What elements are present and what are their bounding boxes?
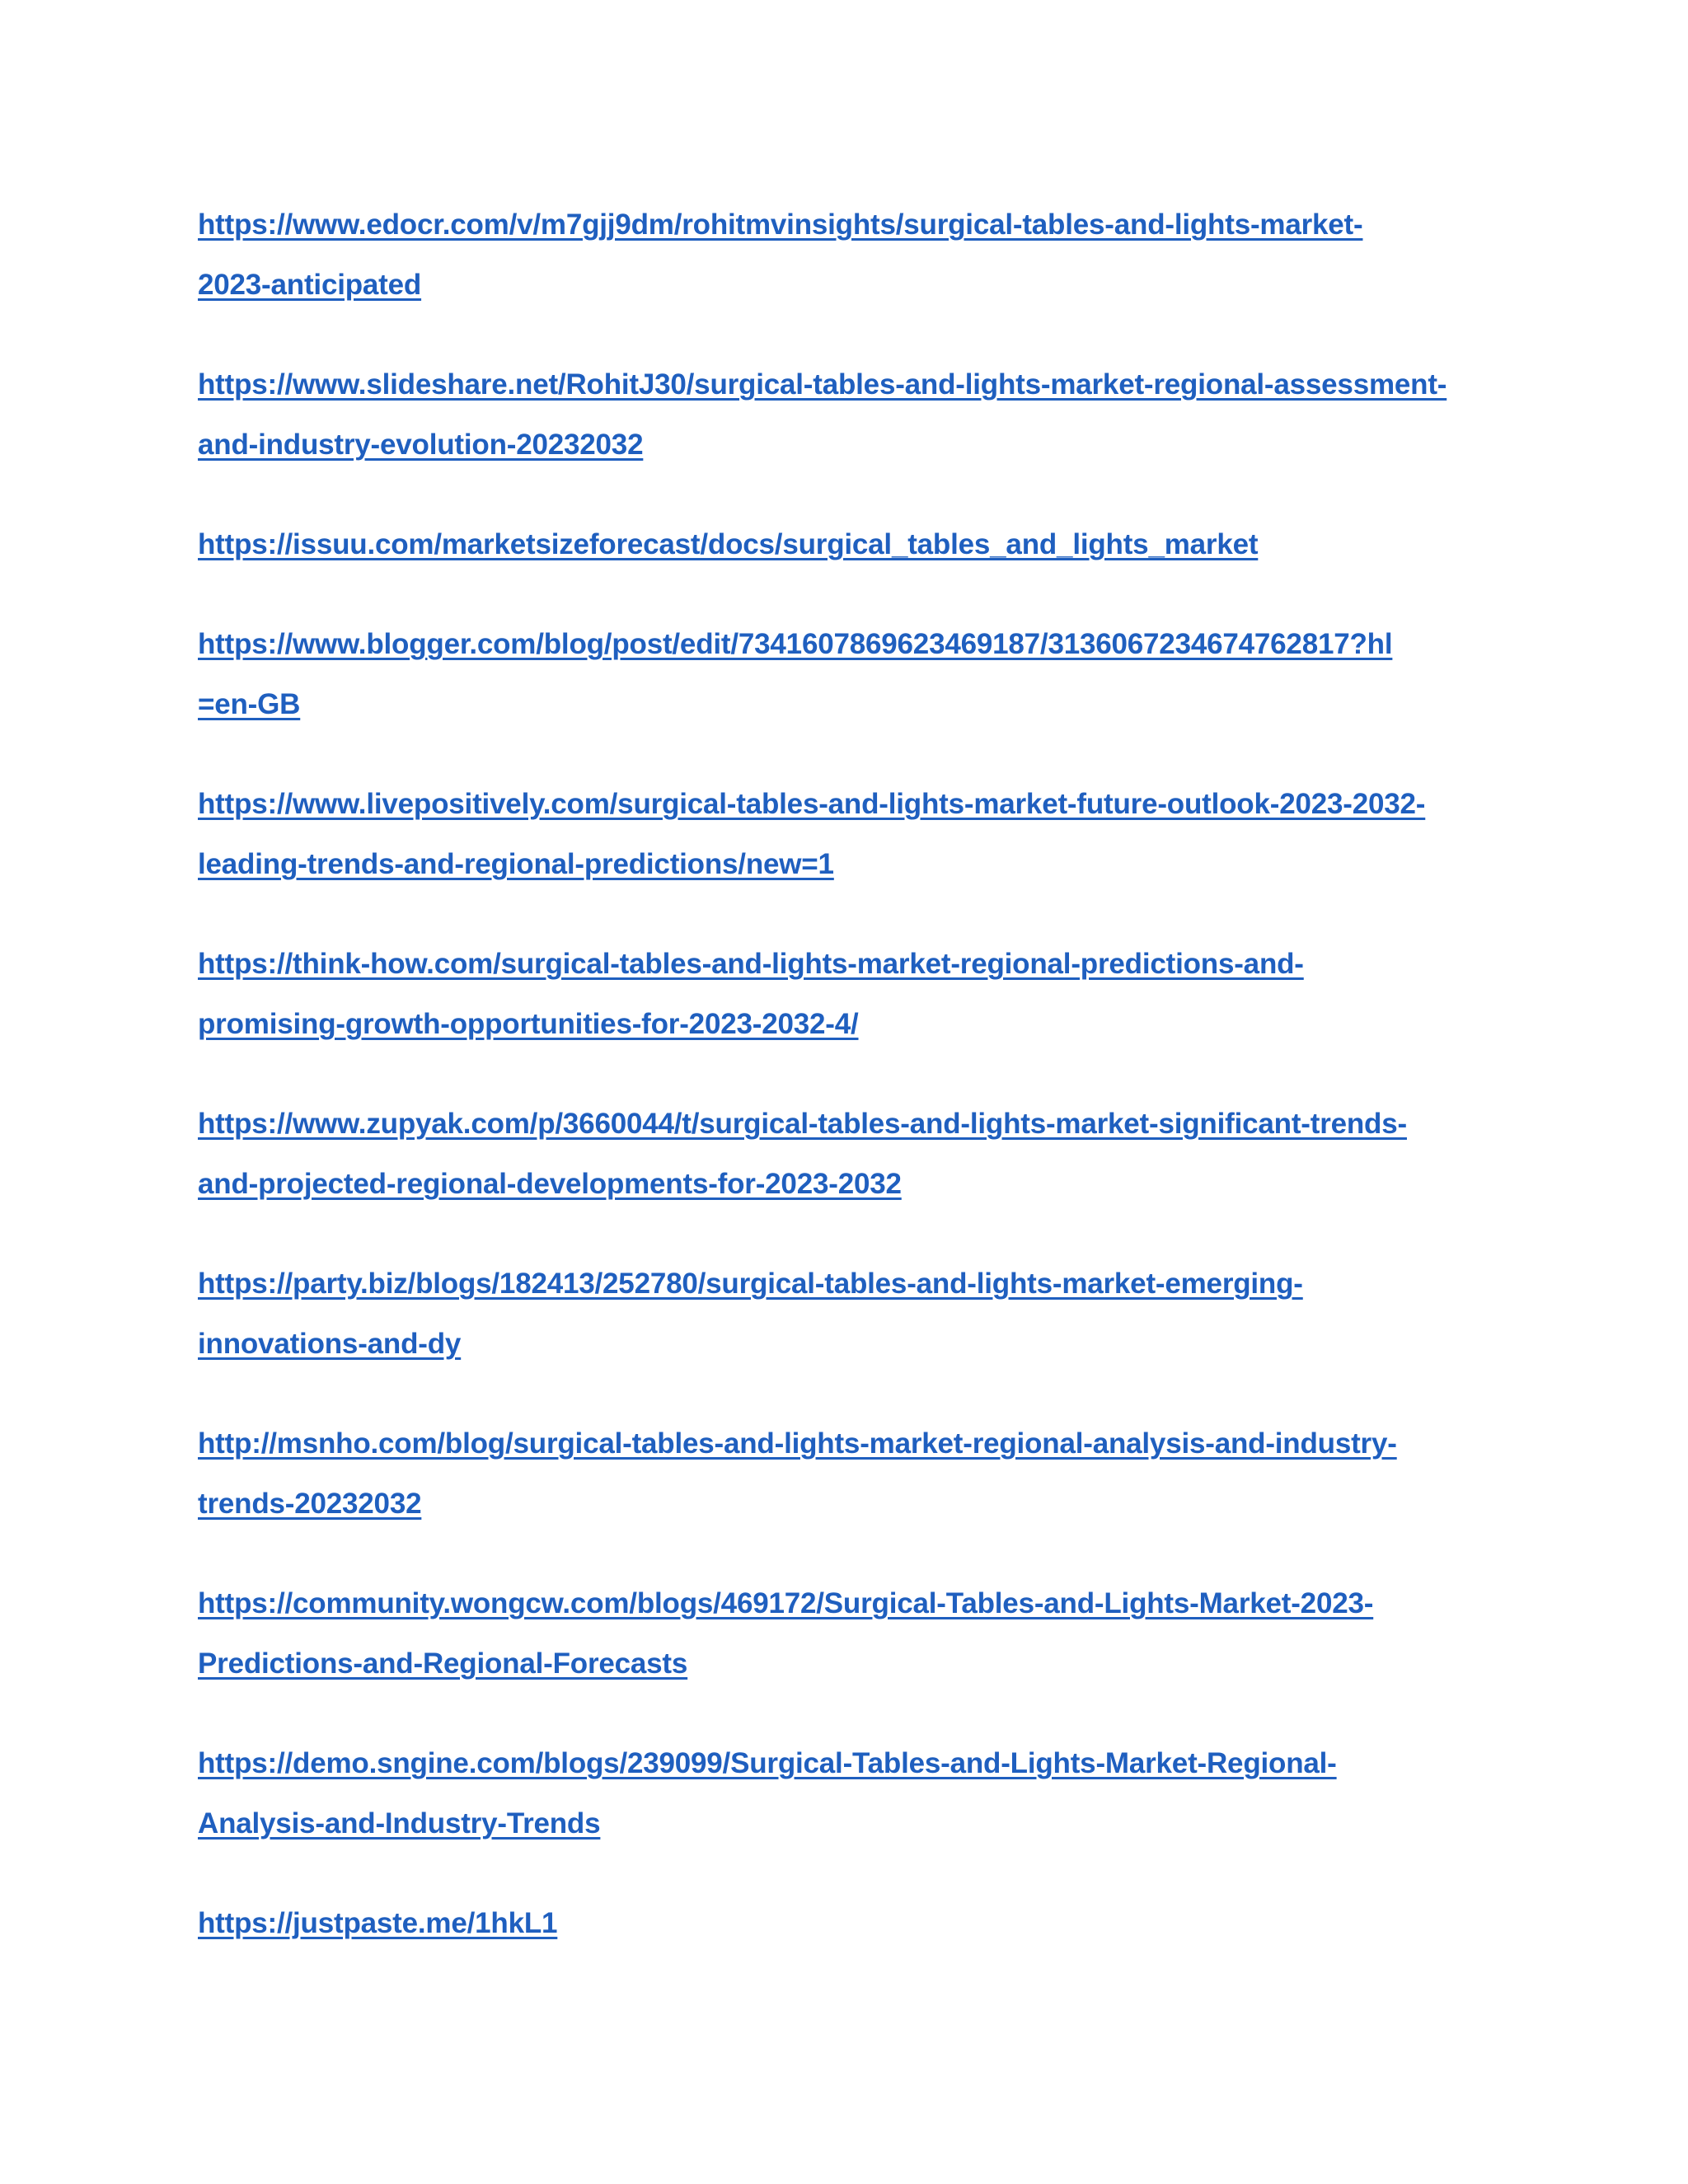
link-sngine[interactable] [198, 1733, 1517, 1854]
link-line: https://party.biz/blogs/182413/252780/surgical-tables-and-lights-market-emerging- [198, 1268, 1303, 1300]
list-item [198, 354, 1517, 475]
list-item [198, 934, 1517, 1054]
list-item [198, 1893, 1517, 1953]
link-line: https://www.livepositively.com/surgical-tables-and-lights-market-future-outlook-2023-2032- [198, 788, 1426, 820]
link-line: https://demo.sngine.com/blogs/239099/Surgical-Tables-and-Lights-Market-Regional- [198, 1747, 1337, 1779]
link-think-how[interactable] [198, 934, 1517, 1054]
list-item [198, 614, 1517, 734]
list-item [198, 1094, 1517, 1214]
list-item [198, 514, 1517, 574]
link-line: https://issuu.com/marketsizeforecast/docs/surgical_tables_and_lights_market [198, 528, 1259, 560]
link-line: promising-growth-opportunities-for-2023-2032-4/ [198, 1008, 859, 1040]
link-justpaste[interactable] [198, 1893, 1517, 1953]
list-item [198, 1733, 1517, 1854]
link-line: https://www.zupyak.com/p/3660044/t/surgical-tables-and-lights-market-significant-trends- [198, 1108, 1407, 1140]
list-item [198, 1254, 1517, 1374]
link-edocr[interactable] [198, 194, 1517, 315]
link-blogger[interactable] [198, 614, 1517, 734]
link-zupyak[interactable] [198, 1094, 1517, 1214]
link-issuu[interactable] [198, 514, 1517, 574]
link-wongcw[interactable] [198, 1573, 1517, 1694]
link-line: https://justpaste.me/1hkL1 [198, 1907, 558, 1939]
link-line: innovations-and-dy [198, 1328, 462, 1360]
list-item [198, 1573, 1517, 1694]
link-line: https://think-how.com/surgical-tables-and-lights-market-regional-predictions-and- [198, 948, 1304, 980]
link-line: https://community.wongcw.com/blogs/469172/Surgical-Tables-and-Lights-Market-2023- [198, 1587, 1374, 1619]
list-item [198, 1413, 1517, 1534]
link-line: and-projected-regional-developments-for-2023-2032 [198, 1168, 902, 1200]
list-item [198, 194, 1517, 315]
link-line: leading-trends-and-regional-predictions/new=1 [198, 848, 834, 880]
link-livepositively[interactable] [198, 774, 1517, 894]
link-line: https://www.slideshare.net/RohitJ30/surgical-tables-and-lights-market-regional-assessment- [198, 368, 1447, 401]
link-line: trends-20232032 [198, 1488, 422, 1520]
link-line: https://www.blogger.com/blog/post/edit/7341607869623469187/3136067234674762817?hl [198, 628, 1393, 660]
list-item [198, 774, 1517, 894]
link-line: https://www.edocr.com/v/m7gjj9dm/rohitmvinsights/surgical-tables-and-lights-market- [198, 209, 1363, 241]
link-msnho[interactable] [198, 1413, 1517, 1534]
link-line: =en-GB [198, 688, 301, 720]
link-line: Predictions-and-Regional-Forecasts [198, 1647, 688, 1680]
link-list [198, 194, 1517, 1993]
link-party-biz[interactable] [198, 1254, 1517, 1374]
link-slideshare[interactable] [198, 354, 1517, 475]
link-line: and-industry-evolution-20232032 [198, 429, 644, 461]
link-line: 2023-anticipated [198, 269, 422, 301]
link-line: http://msnho.com/blog/surgical-tables-and-lights-market-regional-analysis-and-industry- [198, 1427, 1397, 1460]
link-line: Analysis-and-Industry-Trends [198, 1807, 601, 1840]
